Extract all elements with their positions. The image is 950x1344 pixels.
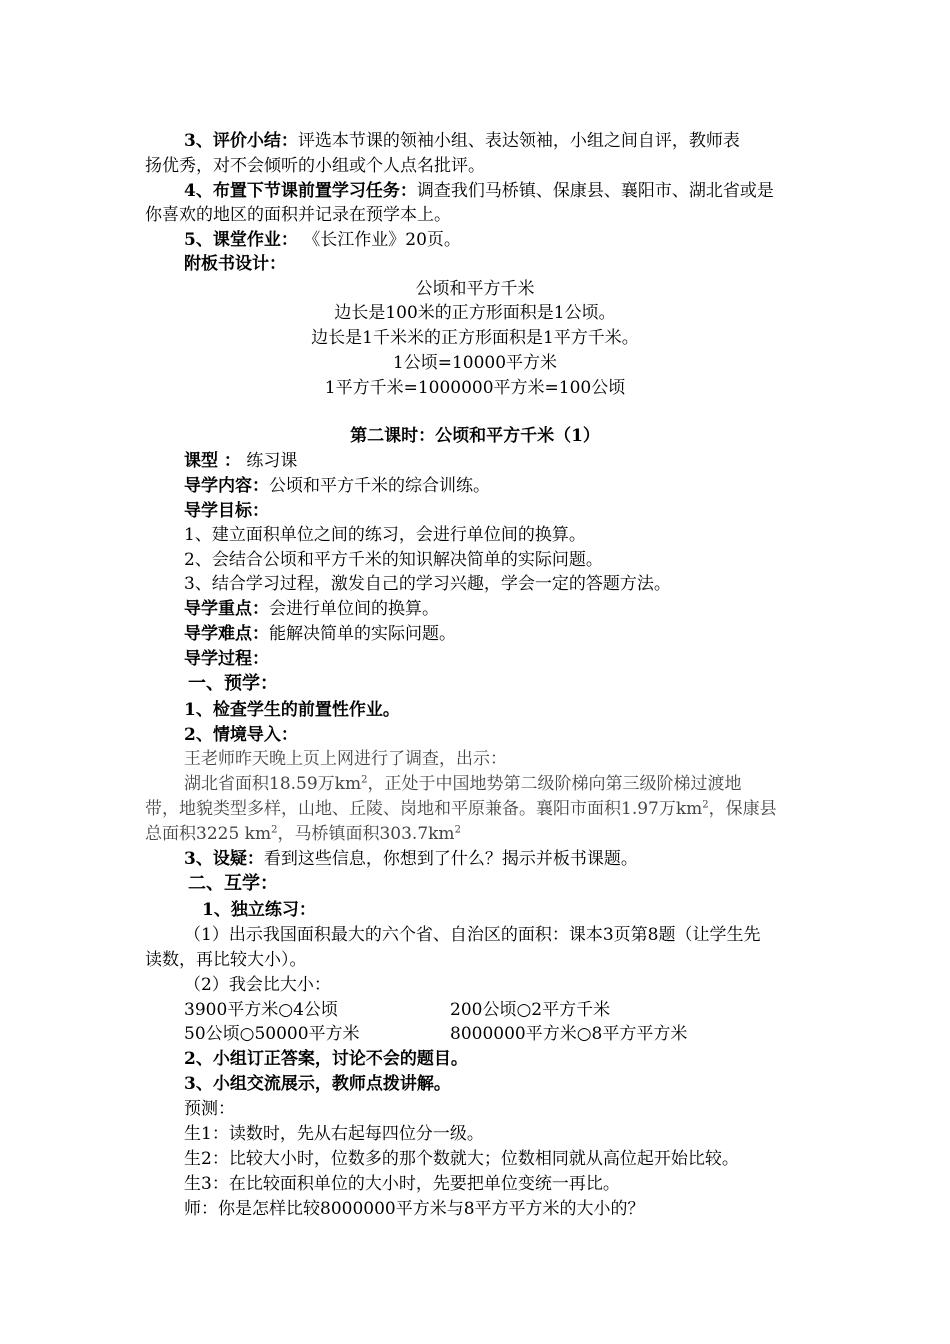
board-line: 边长是1千米米的正方形面积是1平方千米。 — [311, 328, 639, 348]
step-heading: 3、小组交流展示，教师点拨讲解。 — [184, 1074, 451, 1094]
step-heading: 1、检查学生的前置性作业。 — [184, 700, 400, 720]
board-line: 边长是100米的正方形面积是1公顷。 — [334, 303, 616, 323]
compare-item: 50公顷○50000平方米 — [184, 1024, 360, 1044]
goals-heading: 导学目标： — [184, 501, 269, 521]
question-step: 3、设疑：看到这些信息，你想到了什么？揭示并板书课题。 — [184, 849, 638, 869]
board-line: 1平方千米=1000000平方米=100公顷 — [324, 378, 626, 398]
info-line-2: 带，地貌类型多样，山地、丘陵、岗地和平原兼备。襄阳市面积1.97万$km^2$，保康县 — [145, 799, 777, 819]
preview-task-line-2: 你喜欢的地区的面积并记录在预学本上。 — [145, 205, 451, 225]
goal-item: 2、会结合公顷和平方千米的知识解决简单的实际问题。 — [184, 550, 603, 570]
compare-item: 8000000平方米○8平方平方米 — [450, 1024, 688, 1044]
step-heading: 2、情境导入： — [184, 725, 298, 745]
student-answer: 生1：读数时，先从右起每四位分一级。 — [184, 1124, 484, 1144]
step-heading: 2、小组订正答案，讨论不会的题目。 — [184, 1049, 468, 1069]
board-line: 1公顷=10000平方米 — [392, 353, 558, 373]
board-title: 公顷和平方千米 — [415, 279, 535, 299]
summary-line-2: 扬优秀，对不会倾听的小组或个人点名批评。 — [145, 156, 485, 176]
teacher-question: 师：你是怎样比较8000000平方米与8平方平方米的大小的？ — [184, 1199, 645, 1219]
prediction-label: 预测： — [184, 1099, 235, 1119]
student-answer: 生2：比较大小时，位数多的那个数就大；位数相同就从高位起开始比较。 — [184, 1149, 739, 1169]
lesson-title: 第二课时：公顷和平方千米（1） — [350, 426, 600, 446]
section-interaction-heading: 二、互学： — [188, 873, 278, 894]
step-heading: 1、独立练习： — [202, 900, 316, 920]
difficulty: 导学难点：能解决简单的实际问题。 — [184, 624, 456, 644]
process-heading: 导学过程： — [184, 649, 269, 669]
compare-item: 3900平方米○4公顷 — [184, 1000, 338, 1020]
section-preview-heading: 一、预学： — [188, 673, 278, 694]
exercise-line-3: （2）我会比大小： — [184, 975, 331, 995]
key-point: 导学重点：会进行单位间的换算。 — [184, 599, 439, 619]
intro-text: 王老师昨天晚上页上网进行了调查，出示： — [184, 749, 507, 769]
exercise-line-2: 读数，再比较大小）。 — [145, 950, 307, 970]
preview-task-line-1: 4、布置下节课前置学习任务：调查我们马桥镇、保康县、襄阳市、湖北省或是 — [184, 181, 774, 201]
exercise-line-1: （1）出示我国面积最大的六个省、自治区的面积：课本3页第8题（让学生先 — [184, 925, 761, 945]
student-answer: 生3：在比较面积单位的大小时，先要把单位变统一再比。 — [184, 1174, 620, 1194]
summary-line-1: 3、评价小结：评选本节课的领袖小组、表达领袖，小组之间自评，教师表 — [184, 131, 740, 151]
goal-item: 1、建立面积单位之间的练习，会进行单位间的换算。 — [184, 525, 586, 545]
goal-item: 3、结合学习过程，激发自己的学习兴趣，学会一定的答题方法。 — [184, 574, 671, 594]
lesson-type: 课型 ： 练习课 — [184, 451, 298, 471]
compare-item: 200公顷○2平方千米 — [450, 1000, 611, 1020]
board-design-heading: 附板书设计： — [184, 254, 286, 274]
info-line-3: 总面积3225 $km^2$，马桥镇面积$303.7km^2$ — [145, 824, 461, 844]
lesson-content: 导学内容：公顷和平方千米的综合训练。 — [184, 476, 490, 496]
info-line-1: 湖北省面积18.59万$km^2$，正处于中国地势第二级阶梯向第三级阶梯过渡地 — [184, 774, 742, 794]
homework-line: 5、课堂作业： 《长江作业》20页。 — [184, 230, 461, 250]
